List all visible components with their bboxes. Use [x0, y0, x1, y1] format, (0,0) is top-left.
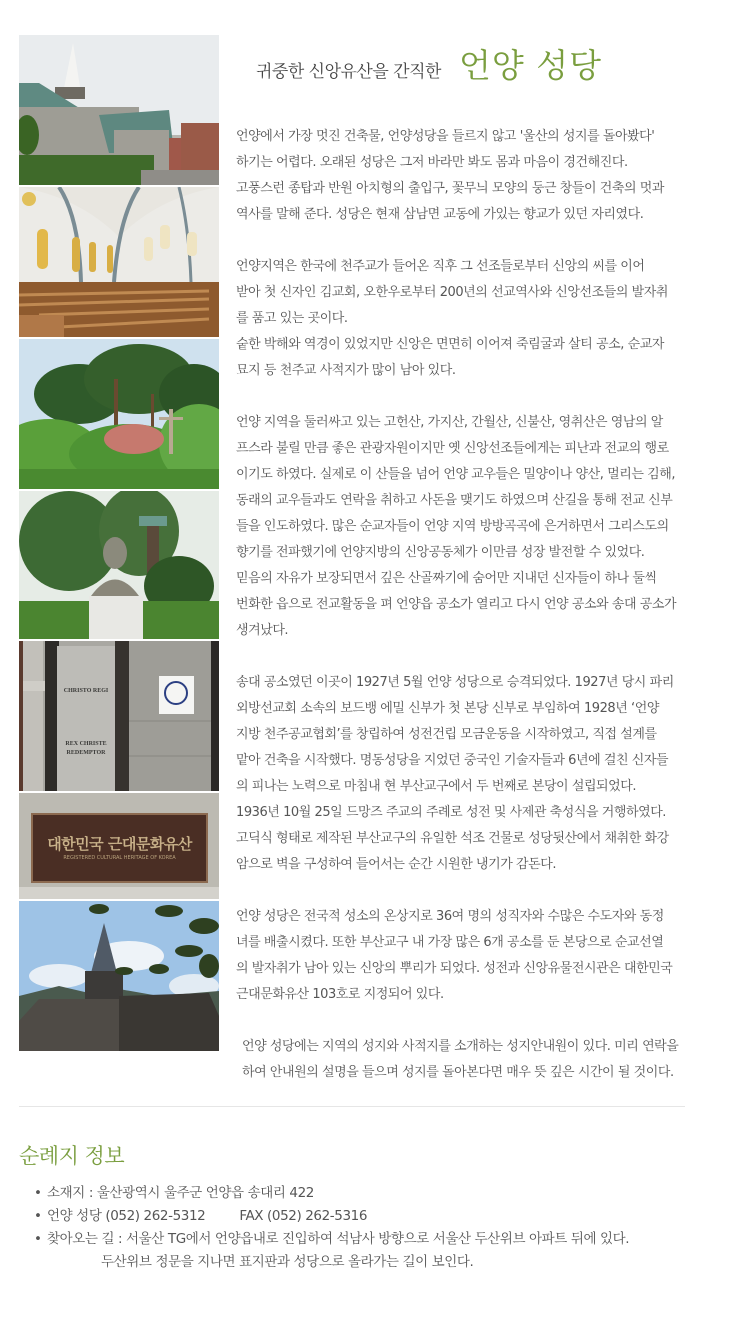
text-line: 언양 성당에는 지역의 성지와 사적지를 소개하는 성지안내원이 있다. 미리 연락을 — [242, 1039, 679, 1054]
page-title: 언양 성당 — [458, 46, 602, 85]
text-line: 번화한 읍으로 전교활동을 펴 언양읍 공소가 열리고 다시 언양 공소와 송대 공소가 — [236, 597, 677, 612]
paragraph-history — [236, 254, 716, 384]
text-line: 맡아 건축을 시작했다. 명동성당을 지었던 중국인 기술자들과 6년에 걸친 신자들 — [236, 753, 669, 768]
address-text: 소재지 : 울산광역시 울주군 언양읍 송대리 422 — [47, 1185, 314, 1201]
pilgrimage-info-list — [34, 1182, 629, 1274]
text-line: 외방선교회 소속의 보드뱅 에밀 신부가 첫 본당 신부로 부임하여 1928년 ‘언양 — [236, 701, 659, 716]
paragraph-intro — [236, 124, 716, 228]
text-line: 고풍스런 종탑과 반원 아치형의 출입구, 꽃무늬 모양의 둥근 창들이 건축의 멋과 — [236, 181, 664, 196]
text-line: 들을 인도하였다. 많은 순교자들이 언양 지역 방방곡곡에 은거하면서 그리스도의 — [236, 519, 669, 534]
text-line: 의 발자취가 남아 있는 신앙의 뿌리가 되었다. 성전과 신앙유물전시관은 대한민국 — [236, 961, 673, 976]
info-address — [34, 1182, 629, 1205]
plaque-subtitle: REGISTERED CULTURAL HERITAGE OF KOREA — [63, 855, 176, 861]
church-silhouette-photo — [19, 901, 219, 1051]
text-line: 1936년 10월 25일 드망즈 주교의 주례로 성전 및 사제관 축성식을 거행하였다. — [236, 805, 666, 820]
text-line: 암으로 벽을 구성하여 들어서는 순간 시원한 냉기가 감돈다. — [236, 857, 557, 872]
text-line: 녀를 배출시켰다. 또한 부산교구 내 가장 많은 6개 공소를 둔 본당으로 순교선열 — [236, 935, 664, 950]
photo-strip — [19, 35, 219, 1053]
text-line: 이기도 하였다. 실제로 이 산들을 넘어 언양 교우들은 밀양이나 양산, 멀리는 김해, — [236, 467, 676, 482]
text-line: 언양 지역을 둘러싸고 있는 고헌산, 가지산, 간월산, 신불산, 영취산은 영남의 알 — [236, 415, 663, 430]
crucifix-pine-trees-photo — [19, 339, 219, 489]
text-line: 언양지역은 한국에 천주교가 들어온 직후 그 선조들로부터 신앙의 씨를 이어 — [236, 259, 645, 274]
section-divider — [19, 1106, 685, 1107]
info-contact — [34, 1205, 629, 1228]
text-line: 하기는 어렵다. 오래된 성당은 그저 바라만 봐도 몸과 마음이 경건해진다. — [236, 155, 628, 170]
text-line: 숱한 박해와 역경이 있었지만 신앙은 면면히 이어져 죽림굴과 살티 공소, 순교자 — [236, 337, 664, 352]
phone-text: 언양 성당 (052) 262-5312 — [47, 1208, 206, 1224]
text-line: 받아 첫 신자인 김교회, 오한우로부터 200년의 선교역사와 신앙선조들의 발자취 — [236, 285, 668, 300]
directions-text-continued: 두산위브 정문을 지나면 표지판과 성당으로 올라가는 길이 보인다. — [101, 1254, 474, 1270]
fax-text: FAX (052) 262-5316 — [239, 1208, 368, 1224]
text-line: 지방 천주공교협회’를 창립하여 성전건립 모금운동을 시작하였고, 직접 설계를 — [236, 727, 657, 742]
text-line: 믿음의 자유가 보장되면서 깊은 산골짜기에 숨어만 지내던 신자들이 하나 둘씩 — [236, 571, 657, 586]
article-body — [236, 124, 716, 1112]
paragraph-mountains — [236, 410, 716, 644]
heritage-plaque-photo — [19, 793, 219, 899]
text-line: 근대문화유산 103호로 지정되어 있다. — [236, 987, 444, 1002]
text-line: 역사를 말해 준다. 성당은 현재 삼남면 교동에 가있는 향교가 있던 자리였다. — [236, 207, 644, 222]
cornerstone-photo — [19, 641, 219, 791]
church-interior-photo — [19, 187, 219, 337]
cornerstone-inscription: CHRISTO REGI REX CHRISTE REDEMPTOR — [63, 688, 109, 756]
bullet-icon: • — [34, 1231, 42, 1247]
text-line: 하여 안내원의 설명을 들으며 성지를 돌아본다면 매우 뜻 깊은 시간이 될 것이다. — [242, 1065, 674, 1080]
church-exterior-photo — [19, 35, 219, 185]
text-line: 프스라 불릴 만큼 좋은 관광자원이지만 옛 신앙선조들에게는 피난과 전교의 행로 — [236, 441, 669, 456]
header-subtitle: 귀중한 신앙유산을 간직한 — [256, 62, 441, 82]
paragraph-founding — [236, 670, 716, 878]
text-line: 생겨났다. — [236, 623, 289, 638]
text-line: 향기를 전파했기에 언양지방의 신앙공동체가 이만큼 성장 발전할 수 있었다. — [236, 545, 645, 560]
text-line: 언양에서 가장 멋진 건축물, 언양성당을 들르지 않고 '울산의 성지를 돌아봤다' — [236, 129, 655, 144]
bullet-icon: • — [34, 1208, 42, 1224]
bullet-icon: • — [34, 1185, 42, 1201]
text-line: 를 품고 있는 곳이다. — [236, 311, 348, 326]
text-line: 송대 공소였던 이곳이 1927년 5월 언양 성당으로 승격되었다. 1927년 당시 파리 — [236, 675, 674, 690]
plaque-title: 대한민국 근대문화유산 — [47, 835, 192, 853]
text-line: 고딕식 형태로 제작된 부산교구의 유일한 석조 건물로 성당뒷산에서 채취한 화강 — [236, 831, 669, 846]
page-header — [256, 40, 602, 88]
text-line: 의 피나는 노력으로 마침내 현 부산교구에서 두 번째로 본당이 설립되었다. — [236, 779, 637, 794]
text-line: 묘지 등 천주교 사적지가 많이 남아 있다. — [236, 363, 456, 378]
priest-bust-photo — [19, 491, 219, 639]
paragraph-guide — [236, 1034, 716, 1086]
pilgrimage-info-title: 순례지 정보 — [19, 1144, 125, 1168]
directions-text: 찾아오는 길 : 서울산 TG에서 언양읍내로 진입하여 석남사 방향으로 서울산 두산위브 아파트 뒤에 있다. — [47, 1231, 630, 1247]
paragraph-heritage — [236, 904, 716, 1008]
text-line: 언양 성당은 전국적 성소의 온상지로 36여 명의 성직자와 수많은 수도자와 동정 — [236, 909, 664, 924]
info-directions — [34, 1228, 629, 1274]
text-line: 동래의 교우들과도 연락을 취하고 사돈을 맺기도 하였으며 산길을 통해 전교 신부 — [236, 493, 673, 508]
